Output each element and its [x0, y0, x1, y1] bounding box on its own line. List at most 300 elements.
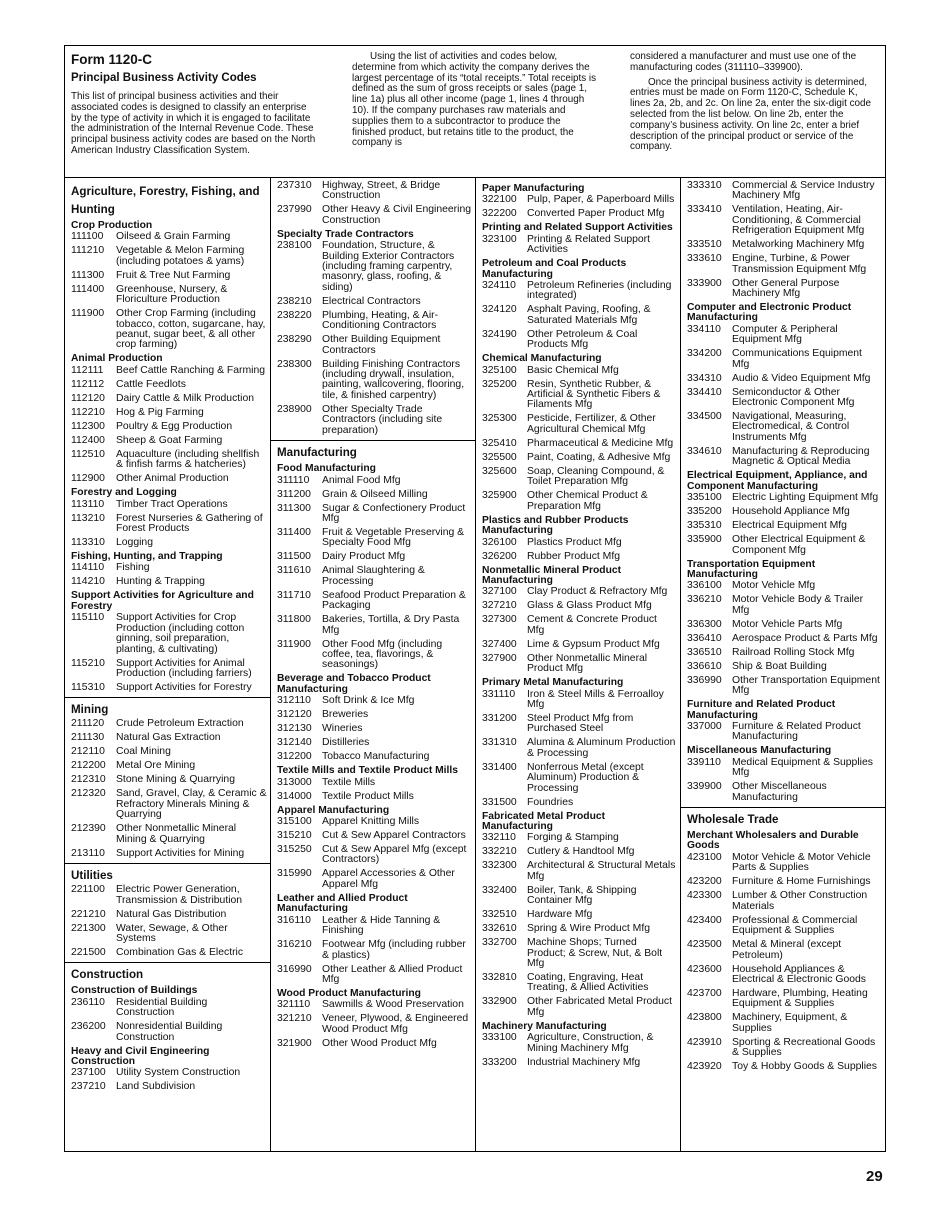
code-entry: [482, 195, 677, 205]
activity-description: Hunting & Trapping: [116, 576, 205, 588]
subsection-heading: Forestry and Logging: [71, 487, 177, 499]
activity-code: 336990: [687, 674, 722, 686]
code-entry: [71, 577, 267, 587]
activity-description: Pharmaceutical & Medicine Mfg: [527, 437, 674, 449]
activity-description: Textile Mills: [322, 776, 376, 788]
activity-code: 212310: [71, 774, 106, 786]
code-entry: [277, 615, 472, 636]
activity-description: Other Transportation Equipment Mfg: [732, 674, 880, 697]
subsection-heading: Wood Product Manufacturing: [277, 987, 421, 999]
subsection-heading: Heavy and Civil Engineering Construction: [71, 1045, 210, 1068]
activity-description: Beef Cattle Ranching & Farming: [116, 364, 266, 376]
activity-description: Sand, Gravel, Clay, & Ceramic & Refractory Minerals Mining & Quarrying: [116, 788, 267, 821]
activity-description: Metal Ore Mining: [116, 760, 196, 772]
code-entry: [277, 335, 472, 356]
code-entry: [482, 467, 677, 488]
activity-code: 312140: [277, 737, 312, 749]
activity-description: Poultry & Egg Production: [116, 420, 233, 432]
activity-code: 112120: [71, 392, 105, 404]
activity-description: Vegetable & Melon Farming (including potatoes & yams): [116, 245, 245, 267]
activity-code: 331400: [482, 761, 517, 773]
activity-code: 333100: [482, 1032, 517, 1044]
code-entry: [71, 659, 267, 680]
activity-code: 115310: [71, 681, 105, 693]
subsection-heading: Computer and Electronic Product Manufacturing: [687, 302, 852, 324]
activity-description: Household Appliances & Electrical & Electronic Goods: [732, 963, 866, 985]
activity-code: 331200: [482, 712, 517, 724]
activity-description: Electric Power Generation, Transmission & Distribution: [116, 884, 243, 906]
activity-code: 423920: [687, 1061, 722, 1073]
code-entry: [277, 1000, 472, 1010]
code-entry: [482, 1033, 677, 1054]
activity-code: 221210: [71, 908, 106, 920]
section-heading: Wholesale Trade: [681, 807, 885, 829]
activity-description: Engine, Turbine, & Power Transmission Equipment Mfg: [732, 253, 867, 275]
code-entry: [71, 998, 267, 1019]
activity-description: Foundation, Structure, & Building Exterior Contractors (including framing carpentry, masonry, glass, roofing, & siding): [322, 240, 455, 293]
code-entry: [482, 847, 677, 857]
activity-description: Lumber & Other Construction Materials: [732, 890, 868, 912]
code-entry: [482, 235, 677, 256]
activity-code: 423300: [687, 890, 722, 902]
code-entry: [687, 507, 882, 517]
activity-code: 321210: [277, 1013, 312, 1025]
activity-code: 336210: [687, 594, 722, 606]
code-entry: [687, 1013, 882, 1034]
activity-code: 312120: [277, 709, 312, 721]
code-entry: [277, 241, 472, 293]
subsection-heading: Textile Mills and Textile Product Mills: [277, 765, 458, 777]
activity-description: Other Nonmetallic Mineral Product Mfg: [527, 652, 648, 675]
code-entry: [687, 989, 882, 1010]
activity-code: 332400: [482, 884, 517, 896]
subsection-heading: Fabricated Metal Product Manufacturing: [482, 810, 606, 832]
activity-code: 327210: [482, 600, 517, 612]
activity-description: Machinery, Equipment, & Supplies: [732, 1012, 848, 1034]
activity-code: 331310: [482, 737, 517, 749]
activity-description: Sporting & Recreational Goods & Supplies: [732, 1036, 876, 1059]
activity-description: Timber Tract Operations: [116, 498, 228, 510]
subsection-heading: Machinery Manufacturing: [482, 1020, 607, 1032]
activity-description: Tobacco Manufacturing: [322, 751, 430, 763]
code-entry: [482, 738, 677, 759]
activity-code: 237310: [277, 180, 312, 191]
activity-description: Coating, Engraving, Heat Treating, & Allied Activities: [527, 972, 649, 994]
activity-description: Other Wood Product Mfg: [322, 1037, 437, 1049]
activity-code: 212390: [71, 823, 106, 835]
code-entry: [71, 246, 267, 267]
code-entry: [277, 752, 472, 762]
code-entry: [277, 552, 472, 562]
activity-code: 238210: [277, 295, 312, 307]
code-entry: [482, 414, 677, 435]
activity-description: Natural Gas Distribution: [116, 908, 227, 920]
activity-description: Utility System Construction: [116, 1067, 241, 1079]
activity-description: Logging: [116, 537, 153, 549]
code-entry: [482, 538, 677, 548]
activity-description: Support Activities for Animal Production (including farriers): [116, 657, 252, 679]
activity-description: Animal Slaughtering & Processing: [322, 565, 425, 587]
code-entry: [277, 311, 472, 332]
code-entry: [687, 374, 882, 384]
activity-code: 322100: [482, 194, 517, 206]
activity-code: 311400: [277, 527, 311, 538]
activity-description: Computer & Peripheral Equipment Mfg: [732, 323, 838, 346]
activity-code: 322200: [482, 208, 517, 220]
activity-code: 325100: [482, 364, 517, 376]
activity-code: 111400: [71, 283, 105, 295]
code-entry: [482, 380, 677, 411]
subsection-heading: Plastics and Rubber Products Manufacturing: [482, 514, 629, 537]
code-entry: [277, 1039, 472, 1049]
code-entry: [687, 676, 882, 697]
activity-code: 321900: [277, 1037, 312, 1049]
activity-code: 325200: [482, 378, 517, 390]
activity-code: 332110: [482, 832, 516, 844]
subsection-heading: Support Activities for Agriculture and Forestry: [71, 590, 254, 612]
code-entry: [71, 719, 267, 729]
subsection-heading: Construction of Buildings: [71, 985, 198, 997]
activity-code: 115210: [71, 657, 105, 669]
activity-code: 335900: [687, 534, 722, 546]
activity-description: Machine Shops; Turned Product; & Screw, Nut, & Bolt Mfg: [527, 937, 663, 969]
activity-description: Other General Purpose Machinery Mfg: [732, 277, 840, 300]
activity-description: Nonresidential Building Construction: [116, 1021, 223, 1043]
code-entry: [482, 690, 677, 711]
activity-description: Cattle Feedlots: [116, 378, 186, 390]
activity-code: 325300: [482, 413, 517, 425]
activity-description: Other Animal Production: [116, 473, 229, 485]
code-entry: [71, 761, 267, 771]
code-entry: [687, 447, 882, 468]
activity-code: 339900: [687, 781, 722, 793]
activity-description: Fruit & Tree Nut Farming: [116, 269, 231, 281]
code-entry: [277, 778, 472, 788]
code-entry: [71, 924, 267, 945]
activity-code: 333510: [687, 239, 722, 251]
code-entry: [277, 476, 472, 486]
code-entry: [687, 349, 882, 370]
activity-description: Cut & Sew Apparel Contractors: [322, 830, 466, 842]
activity-code: 238220: [277, 309, 312, 321]
activity-description: Animal Food Mfg: [322, 474, 401, 486]
code-entry: [687, 279, 882, 300]
code-entry: [687, 240, 882, 250]
activity-code: 334500: [687, 411, 722, 423]
activity-description: Other Chemical Product & Preparation Mfg: [527, 490, 648, 512]
activity-description: Toy & Hobby Goods & Supplies: [732, 1061, 877, 1073]
activity-code: 334610: [687, 445, 722, 457]
activity-code: 212320: [71, 788, 106, 800]
activity-code: 321110: [277, 999, 311, 1011]
code-entry: [687, 493, 882, 503]
activity-description: Other Electrical Equipment & Component Mfg: [732, 534, 866, 556]
activity-description: Other Nonmetallic Mineral Mining & Quarrying: [116, 823, 237, 845]
code-entry: [71, 849, 267, 859]
activity-code: 326200: [482, 550, 517, 562]
code-entry: [482, 924, 677, 934]
code-entry: [277, 181, 472, 202]
code-entry: [687, 388, 882, 409]
activity-description: Agriculture, Construction, & Mining Machinery Mfg: [527, 1032, 654, 1054]
activity-description: Medical Equipment & Supplies Mfg: [732, 756, 873, 779]
code-entry: [71, 1082, 267, 1092]
activity-description: Residential Building Construction: [116, 996, 208, 1019]
code-entry: [482, 763, 677, 794]
activity-code: 311300: [277, 502, 311, 514]
code-entry: [71, 394, 267, 404]
activity-code: 237990: [277, 204, 312, 216]
activity-code: 311800: [277, 614, 311, 626]
code-entry: [687, 535, 882, 556]
code-entry: [71, 500, 267, 510]
code-entry: [687, 595, 882, 616]
activity-description: Asphalt Paving, Roofing, & Saturated Materials Mfg: [527, 304, 651, 326]
code-entry: [277, 817, 472, 827]
intro-paragraph-3: considered a manufacturer and must use one of the manufacturing codes (311110–339900).: [630, 51, 857, 73]
activity-code: 111900: [71, 308, 105, 320]
section-heading: Utilities: [65, 863, 270, 885]
activity-code: 311200: [277, 488, 311, 500]
code-entry: [482, 973, 677, 994]
activity-code: 112112: [71, 378, 105, 390]
activity-code: 332900: [482, 996, 517, 1008]
activity-description: Dairy Product Mfg: [322, 551, 406, 563]
activity-code: 332610: [482, 923, 517, 935]
code-entry: [482, 886, 677, 907]
activity-code: 336610: [687, 660, 722, 672]
activity-description: Wineries: [322, 723, 363, 735]
activity-description: Industrial Machinery Mfg: [527, 1056, 641, 1068]
activity-code: 312130: [277, 723, 312, 735]
subsection-heading: Nonmetallic Mineral Product Manufacturing: [482, 564, 622, 586]
code-entry: [71, 613, 267, 655]
code-entry: [482, 305, 677, 326]
code-entry: [71, 910, 267, 920]
subsection-heading: Electrical Equipment, Appliance, and Component Manufacturing: [687, 470, 868, 492]
activity-code: 332510: [482, 909, 517, 921]
subsection-heading: Food Manufacturing: [277, 463, 376, 475]
activity-description: Motor Vehicle Mfg: [732, 580, 816, 592]
code-entry: [687, 722, 882, 743]
activity-description: Pulp, Paper, & Paperboard Mills: [527, 194, 675, 206]
activity-code: 333410: [687, 204, 722, 216]
activity-code: 314000: [277, 790, 312, 802]
code-entry: [482, 938, 677, 969]
activity-description: Land Subdivision: [116, 1081, 196, 1093]
code-entry: [277, 738, 472, 748]
activity-description: Professional & Commercial Equipment & Supplies: [732, 914, 858, 937]
activity-code: 311500: [277, 551, 311, 563]
code-entry: [277, 916, 472, 937]
intro-section: [65, 46, 885, 178]
code-entry: [71, 775, 267, 785]
activity-code: 331110: [482, 688, 516, 700]
intro-paragraph-1: This list of principal business activities and their associated codes is designed to classify an enterprise by the type of activity in which it is engaged to facilitate the administration of the Internal Revenue Code. These principal business activity codes are based on the North American Industry Classification System.: [71, 91, 316, 156]
subsection-heading: Specialty Trade Contractors: [277, 228, 414, 240]
code-entry: [71, 733, 267, 743]
activity-code: 211120: [71, 718, 105, 730]
activity-description: Grain & Oilseed Milling: [322, 488, 428, 500]
code-entry: [71, 683, 267, 693]
subsection-heading: Paper Manufacturing: [482, 183, 585, 194]
activity-code: 336100: [687, 580, 722, 592]
activity-description: Motor Vehicle Body & Trailer Mfg: [732, 594, 864, 616]
activity-description: Support Activities for Mining: [116, 847, 245, 859]
code-entry: [71, 285, 267, 306]
activity-code: 111300: [71, 269, 105, 281]
activity-description: Ventilation, Heating, Air-Conditioning, & Commercial Refrigeration Equipment Mfg: [732, 204, 865, 237]
code-entry: [277, 831, 472, 841]
activity-description: Aerospace Product & Parts Mfg: [732, 632, 878, 644]
activity-description: Pesticide, Fertilizer, & Other Agricultural Chemical Mfg: [527, 413, 656, 435]
activity-description: Metal & Mineral (except Petroleum): [732, 939, 842, 961]
form-title: Form 1120-C: [71, 52, 153, 67]
activity-description: Other Fabricated Metal Product Mfg: [527, 996, 672, 1018]
activity-code: 331500: [482, 796, 517, 808]
code-entry: [71, 1068, 267, 1078]
activity-code: 337000: [687, 720, 722, 732]
activity-code: 423500: [687, 939, 722, 951]
code-entry: [71, 563, 267, 573]
code-entry: [687, 965, 882, 986]
activity-code: 332210: [482, 846, 517, 858]
activity-description: Rubber Product Mfg: [527, 550, 620, 562]
code-entry: [482, 798, 677, 808]
code-entry: [687, 521, 882, 531]
activity-code: 339110: [687, 756, 721, 768]
activity-description: Furniture & Home Furnishings: [732, 876, 871, 888]
activity-code: 311110: [277, 474, 310, 486]
code-entry: [277, 1014, 472, 1035]
activity-description: Navigational, Measuring, Electromedical, & Control Instruments Mfg: [732, 411, 850, 443]
code-entry: [482, 861, 677, 882]
activity-description: Cut & Sew Apparel Mfg (except Contractors): [322, 844, 467, 866]
activity-description: Bakeries, Tortilla, & Dry Pasta Mfg: [322, 614, 460, 636]
code-entry: [71, 538, 267, 548]
code-entry: [482, 491, 677, 512]
code-entry: [482, 714, 677, 735]
activity-code: 213110: [71, 847, 105, 859]
code-entry: [482, 997, 677, 1018]
page-number: 29: [866, 1168, 883, 1185]
activity-code: 325900: [482, 490, 517, 502]
activity-description: Railroad Rolling Stock Mfg: [732, 646, 855, 658]
activity-description: Footwear Mfg (including rubber & plastics): [322, 939, 466, 961]
activity-description: Support Activities for Crop Production (including cotton ginning, soil preparation, planting, & cultivating): [116, 612, 245, 655]
activity-code: 311900: [277, 638, 311, 650]
code-entry: [71, 380, 267, 390]
activity-description: Other Specialty Trade Contractors (including site preparation): [322, 403, 443, 436]
activity-code: 112300: [71, 420, 105, 432]
code-entry: [482, 587, 677, 597]
subsection-heading: Apparel Manufacturing: [277, 804, 390, 816]
activity-code: 423910: [687, 1036, 722, 1048]
code-entry: [687, 325, 882, 346]
activity-code: 238100: [277, 240, 312, 252]
activity-code: 315210: [277, 830, 312, 842]
code-entry: [71, 309, 267, 351]
activity-code: 315250: [277, 844, 312, 856]
activity-description: Nonferrous Metal (except Aluminum) Production & Processing: [527, 761, 644, 794]
activity-code: 238290: [277, 334, 312, 346]
code-entry: [482, 453, 677, 463]
code-entry: [277, 724, 472, 734]
activity-code: 113210: [71, 512, 105, 524]
activity-code: 336300: [687, 618, 722, 630]
activity-code: 312110: [277, 695, 311, 707]
code-entry: [277, 965, 472, 986]
activity-code: 335310: [687, 520, 722, 532]
activity-description: Forest Nurseries & Gathering of Forest Products: [116, 512, 263, 535]
activity-description: Clay Product & Refractory Mfg: [527, 586, 668, 598]
activity-description: Hog & Pig Farming: [116, 406, 204, 418]
activity-description: Cement & Concrete Product Mfg: [527, 614, 657, 636]
activity-description: Motor Vehicle Parts Mfg: [732, 618, 843, 630]
activity-code: 115110: [71, 612, 105, 624]
activity-description: Other Petroleum & Coal Products Mfg: [527, 328, 638, 351]
subsection-heading: Leather and Allied Product Manufacturing: [277, 892, 408, 915]
code-entry: [277, 869, 472, 890]
intro-column-2: [352, 52, 597, 149]
activity-code: 221100: [71, 884, 105, 896]
code-entry: [687, 205, 882, 236]
activity-description: Building Finishing Contractors (including drywall, insulation, painting, wallcovering, flooring, tile, & finished carpentry): [322, 358, 465, 401]
activity-code: 334110: [687, 323, 721, 335]
subsection-heading: Miscellaneous Manufacturing: [687, 745, 832, 757]
subsection-heading: Transportation Equipment Manufacturing: [687, 558, 816, 580]
activity-code: 327100: [482, 586, 517, 598]
code-entry: [71, 1022, 267, 1043]
code-column-4: [680, 177, 885, 1151]
code-entry: [687, 853, 882, 874]
activity-code: 333610: [687, 253, 722, 265]
activity-code: 238300: [277, 358, 312, 370]
activity-code: 113110: [71, 498, 105, 510]
activity-description: Lime & Gypsum Product Mfg: [527, 638, 660, 650]
code-entry: [482, 330, 677, 351]
activity-description: Other Building Equipment Contractors: [322, 334, 441, 356]
activity-description: Leather & Hide Tanning & Finishing: [322, 914, 441, 937]
activity-description: Electrical Contractors: [322, 295, 421, 307]
activity-code: 332300: [482, 860, 517, 872]
activity-code: 316990: [277, 963, 312, 975]
activity-description: Resin, Synthetic Rubber, & Artificial & Synthetic Fibers & Filaments Mfg: [527, 378, 661, 411]
activity-description: Sheep & Goat Farming: [116, 434, 223, 446]
code-entry: [482, 209, 677, 219]
code-entry: [71, 824, 267, 845]
activity-description: Paint, Coating, & Adhesive Mfg: [527, 451, 671, 463]
section-heading: Mining: [65, 697, 270, 719]
activity-code: 423200: [687, 876, 722, 888]
subsection-heading: Merchant Wholesalers and Durable Goods: [687, 830, 859, 852]
activity-code: 327400: [482, 638, 517, 650]
activity-description: Commercial & Service Industry Machinery Mfg: [732, 180, 875, 202]
activity-description: Hardware Mfg: [527, 909, 593, 921]
intro-column-3: [630, 52, 875, 153]
code-entry: [71, 366, 267, 376]
activity-code: 334310: [687, 372, 722, 384]
activity-description: Fishing: [116, 562, 150, 574]
code-entry: [687, 634, 882, 644]
activity-code: 325500: [482, 451, 517, 463]
activity-description: Veneer, Plywood, & Engineered Wood Product Mfg: [322, 1013, 469, 1035]
code-entry: [71, 271, 267, 281]
activity-code: 114210: [71, 576, 105, 588]
code-entry: [71, 474, 267, 484]
activity-code: 335100: [687, 492, 722, 504]
activity-description: Foundries: [527, 796, 574, 808]
